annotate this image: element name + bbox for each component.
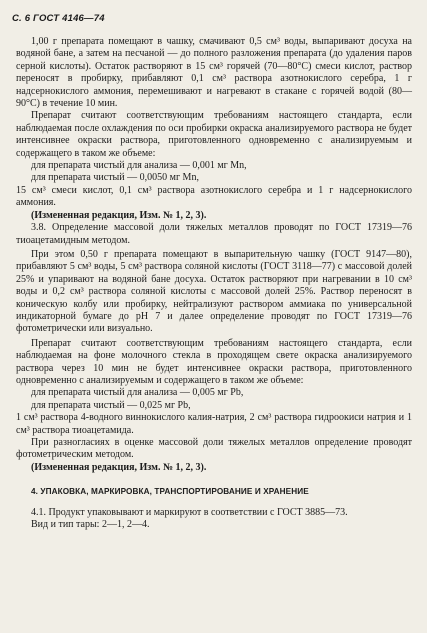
page-header: С. 6 ГОСТ 4146—74 — [12, 13, 105, 24]
document-body — [16, 36, 412, 531]
paragraph-criterion-pb: Препарат считают соответствующим требованиям настоящего стандарта, если наблюдаемая на фоне молочного стекла в проходящем свете окраска анализируемого раствора через 10 мин не будет интенсивнее окраски раствора, приготовленного одновременно с анализируемым и содержащего в таком же объеме: — [16, 337, 412, 386]
item-pb-pure: для препарата чистый — 0,025 мг Pb, — [31, 399, 191, 411]
paragraph-criterion-mn: Препарат считают соответствующим требованиям настоящего стандарта, если наблюдаемая после охлаждения по оси пробирки окраска анализируемого раствора не будет интенсивнее окраски раствора, приготовленного одновременно с анализируемым и содержащего в таком же объеме: — [16, 110, 412, 159]
paragraph-3-8: 3.8. Определение массовой доли тяжелых металлов проводят по ГОСТ 17319—76 тиоацетамидным методом. — [16, 222, 412, 246]
item-pb-analytical: для препарата чистый для анализа — 0,005 мг Pb, — [31, 387, 244, 399]
paragraph-procedure-pb: При этом 0,50 г препарата помещают в выпарительную чашку (ГОСТ 9147—80), прибавляют 5 см³ воды, 5 см³ раствора соляной кислоты (ГОСТ 3118—77) с массовой долей 25% и упаривают на водяной бане досуха. Остаток растворяют при нагревании в 10 см³ воды и 0,2 см³ раствора соляной кислоты с массовой долей 25%. Раствор переносят в коническую колбу или пробирку, нейтрализуют раствором аммиака по универсальной индикаторной бумаге до рН 7 и далее определение проводят по ГОСТ 17319—76 фотометрически или визуально. — [16, 248, 412, 335]
item-mn-analytical: для препарата чистый для анализа — 0,001 мг Mn, — [31, 160, 247, 172]
paragraph-procedure-mn: 1,00 г препарата помещают в чашку, смачивают 0,5 см³ воды, выпаривают досуха на водяной бане, а затем на песчаной — до полного разложения препарата (до удаления паров серной кислоты). Остаток растворяют в 15 см³ горячей (70—80°С) смеси кислот, раствор переносят в пробирку, прибавляют 0,1 см³ раствора азотнокислого серебра, 1 г надсернокислого аммония, перемешивают и нагревают в стакане с горячей водой (80—90°С) в течение 10 мин. — [16, 36, 412, 110]
edition-note-2: (Измененная редакция, Изм. № 1, 2, 3). — [31, 461, 207, 473]
paragraph-disagreement: При разногласиях в оценке массовой доли тяжелых металлов определение проводят фотометрическим методом. — [16, 437, 412, 461]
item-mn-reagents: 15 см³ смеси кислот, 0,1 см³ раствора азотнокислого серебра и 1 г надсернокислого аммония. — [16, 184, 412, 209]
edition-note-1: (Измененная редакция, Изм. № 1, 2, 3). — [31, 209, 207, 221]
item-mn-pure: для препарата чистый — 0,0050 мг Mn, — [31, 172, 199, 184]
item-pb-reagents: 1 см³ раствора 4-водного виннокислого калия-натрия, 2 см³ раствора гидроокиси натрия и 1 см³ раствора тиоацетамида. — [16, 412, 412, 436]
section-4-heading: 4. УПАКОВКА, МАРКИРОВКА, ТРАНСПОРТИРОВАНИЕ И ХРАНЕНИЕ — [31, 487, 309, 497]
paragraph-4-1: 4.1. Продукт упаковывают и маркируют в соответствии с ГОСТ 3885—73. — [31, 506, 348, 518]
paragraph-container-type: Вид и тип тары: 2—1, 2—4. — [31, 519, 150, 531]
